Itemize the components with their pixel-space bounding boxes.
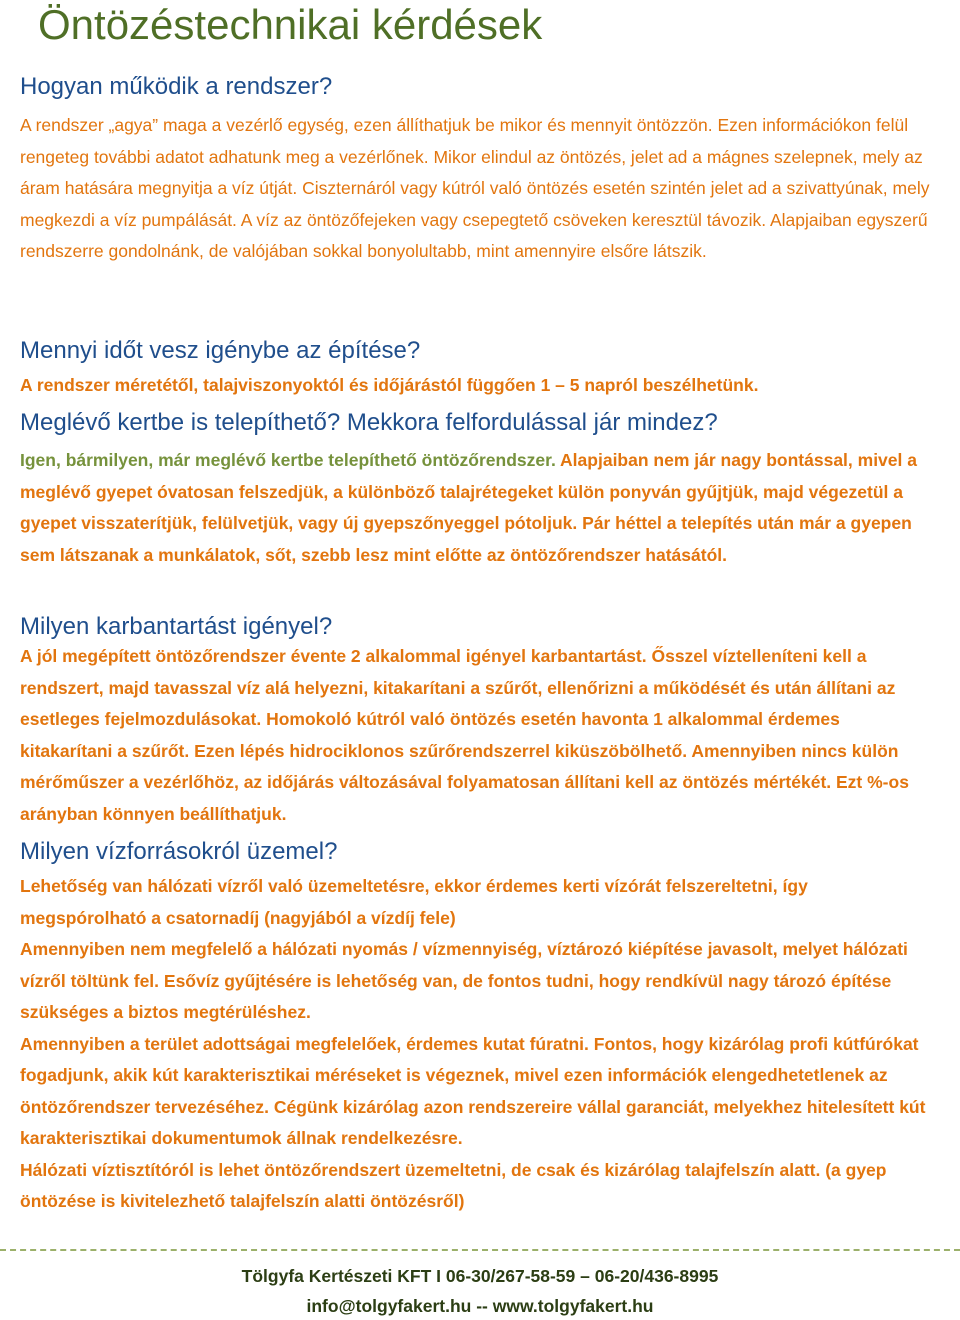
section-body-water-sources xyxy=(20,871,930,1218)
section-body-maintenance: A jól megépített öntözőrendszer évente 2 alkalommal igényel karbantartást. Ősszel víztelleníteni kell a rendszert, majd tavasszal víz alá helyezni, kitakarítani a szűrőt, ellenőrizni a működését és után állítani az esetleges fejelmozdulásokat. Homokoló kútról való öntözés esetén havonta 1 alkalommal érdemes kitakarítani a szűrőt. Ezen lépés hidrociklonos szűrőrendszerrel kiküszöbölhető. Amennyiben nincs külön mérőműszer a vezérlőhöz, az időjárás változásával folyamatosan állítani kell az öntözés mértékét. Ezt %-os arányban könnyen beállíthatjuk. xyxy=(20,646,909,824)
water-source-reservoir: Amennyiben nem megfelelő a hálózati nyomás / vízmennyiség, víztározó kiépítése javasolt, melyet hálózati vízről töltünk fel. Esővíz gyűjtésére is lehetőség van, de fontos tudni, hogy rendkívül nagy tározó építése szükséges a biztos megtérüléshez. xyxy=(20,939,908,1022)
page-title: Öntözéstechnikai kérdések xyxy=(38,1,543,48)
footer-company: Tölgyfa Kertészeti KFT I 06-30/267-58-59 – 06-20/436-8995 xyxy=(241,1266,719,1286)
water-source-network: Lehetőség van hálózati vízről való üzemeltetésre, ekkor érdemes kerti vízórát felszereltetni, így megspórolható a csatornadíj (nagyjából a vízdíj fele) xyxy=(20,876,808,928)
section-heading-water-sources: Milyen vízforrásokról üzemel? xyxy=(20,838,338,865)
section-body-existing-garden xyxy=(20,445,930,571)
existing-garden-details: Alapjaiban nem jár nagy bontással, mivel a meglévő gyepet óvatosan felszedjük, a különböző talajrétegeket külön ponyván gyűjtjük, majd végezetül a gyepet visszaterítjük, felülvetjük, vagy új gyepszőnyeggel pótoljuk. Pár héttel a telepítés után már a gyepen sem látszanak a munkálatok, sőt, szebb lesz mint előtte az öntözőrendszer hatásától. xyxy=(20,450,917,565)
section-body-build-time: A rendszer méretétől, talajviszonyoktól és időjárástól függően 1 – 5 napról beszélhetünk. xyxy=(20,375,759,395)
footer-divider xyxy=(0,1249,960,1251)
section-heading-build-time: Mennyi időt vesz igénybe az építése? xyxy=(20,337,421,364)
section-heading-maintenance: Milyen karbantartást igényel? xyxy=(20,613,333,640)
footer-contact: info@tolgyfakert.hu -- www.tolgyfakert.hu xyxy=(306,1296,654,1316)
section-heading-how-it-works: Hogyan működik a rendszer? xyxy=(20,73,333,100)
existing-garden-answer: Igen, bármilyen, már meglévő kertbe telepíthető öntözőrendszer. xyxy=(20,450,556,470)
section-heading-existing-garden: Meglévő kertbe is telepíthető? Mekkora felfordulással jár mindez? xyxy=(20,409,718,436)
water-source-well: Amennyiben a terület adottságai megfelelőek, érdemes kutat fúratni. Fontos, hogy kizárólag profi kútfúrókat fogadjunk, akik kút karakterisztikai méréseket is végeznek, mivel ezen információk elengedhetetlenek az öntözőrendszer tervezéséhez. Cégünk kizárólag azon rendszereire vállal garanciát, melyekhez hitelesített kút karakterisztikai dokumentumok állnak rendelkezésre. xyxy=(20,1033,926,1148)
section-body-how-it-works: A rendszer „agya” maga a vezérlő egység, ezen állíthatjuk be mikor és mennyit öntözzön. Ezen információkon felül rengeteg további adatot adhatunk meg a vezérlőnek. Mikor elindul az öntözés, jelet ad a mágnes szelepnek, mely az áram hatására megnyitja a víz útját. Ciszternáról vagy kútról való öntözés esetén szintén jelet ad a szivattyúnak, mely megkezdi a víz pumpálását. A víz az öntözőfejeken vagy csepegtető csöveken keresztül távozik. Alapjaiban egyszerű rendszerre gondolnánk, de valójában sokkal bonyolultabb, mint amennyire elsőre látszik. xyxy=(20,115,930,261)
water-source-purifier: Hálózati víztisztítóról is lehet öntözőrendszert üzemeltetni, de csak és kizárólag talajfelszín alatt. (a gyep öntözése is kivitelezhető talajfelszín alatti öntözésről) xyxy=(20,1159,887,1211)
